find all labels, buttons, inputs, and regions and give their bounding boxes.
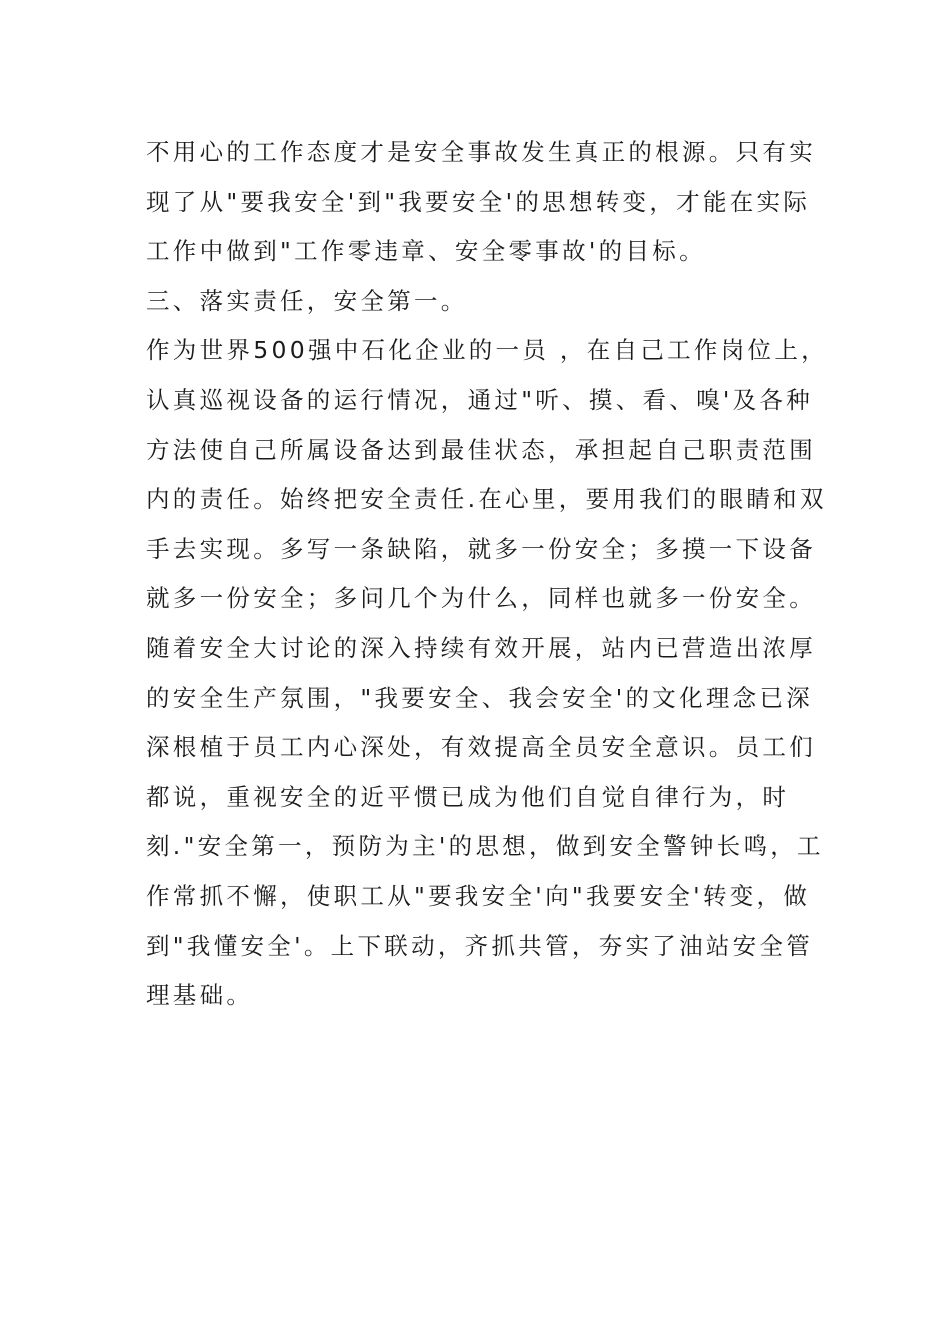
body-text (146, 128, 828, 1021)
text-line: 都说，重视安全的近平惯已成为他们自觉自律行为，时 (146, 782, 790, 811)
text-line: 的安全生产氛围，"我要安全、我会安全'的文化理念已深 (146, 683, 814, 712)
text-line: 理基础。 (146, 981, 254, 1010)
text-line: 就多一份安全；多问几个为什么，同样也就多一份安全。 (146, 584, 816, 613)
text-line: 方法使自己所属设备达到最佳状态，承担起自己职责范围 (146, 435, 816, 464)
text-line: 工作中做到"工作零违章、安全零事故'的目标。 (146, 237, 706, 266)
text-line: 随着安全大讨论的深入持续有效开展，站内已营造出浓厚 (146, 633, 816, 662)
text-line: 作常抓不懈，使职工从"要我安全'向"我要安全'转变，做 (146, 881, 811, 910)
text-line: 内的责任。始终把安全责任.在心里，要用我们的眼睛和双 (146, 485, 827, 514)
text-line: 不用心的工作态度才是安全事故发生真正的根源。只有实 (146, 138, 816, 166)
text-line: 刻."安全第一，预防为主'的思想，做到安全警钟长鸣，工 (146, 832, 824, 861)
text-line: 认真巡视设备的运行情况，通过"听、摸、看、嗅'及各种 (146, 385, 814, 414)
section-heading: 三、落实责任，安全第一。 (146, 286, 468, 315)
text-line: 深根植于员工内心深处，有效提高全员安全意识。员工们 (146, 733, 816, 762)
text-line: 现了从"要我安全'到"我要安全'的思想转变，才能在实际 (146, 187, 811, 216)
text-line: 到"我懂安全'。上下联动，齐抓共管，夯实了油站安全管 (146, 931, 814, 960)
text-line: 作为世界500强中石化企业的一员 ，在自己工作岗位上， (146, 336, 828, 365)
text-line: 手去实现。多写一条缺陷，就多一份安全；多摸一下设备 (146, 534, 816, 563)
